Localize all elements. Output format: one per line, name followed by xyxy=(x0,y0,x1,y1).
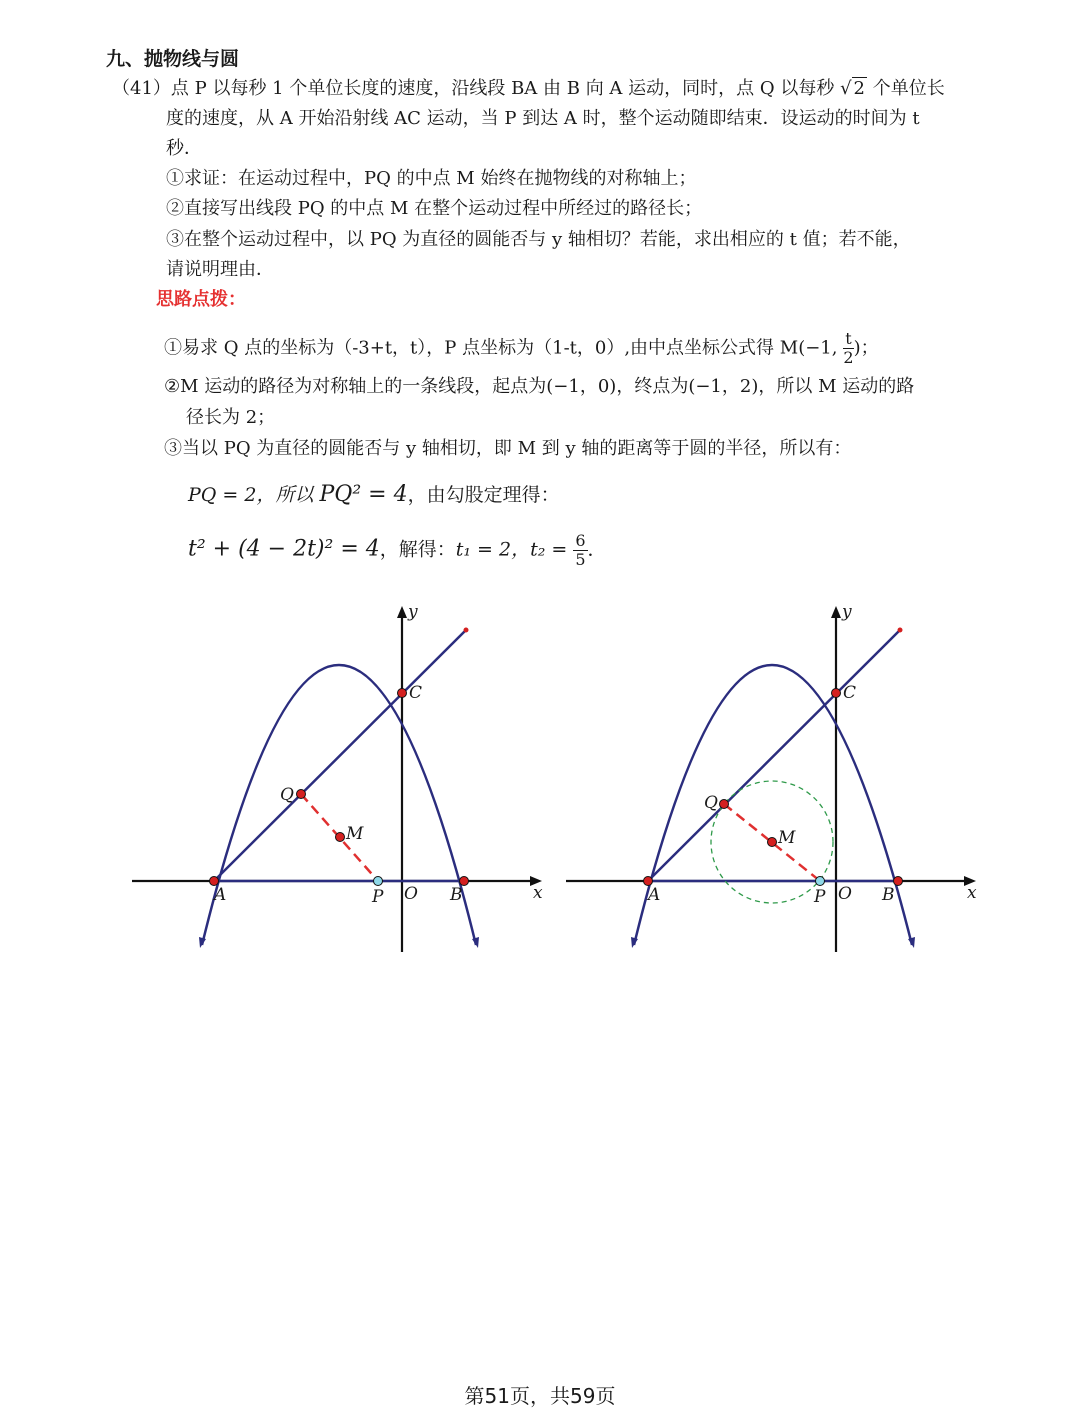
fraction-num: t xyxy=(845,329,852,348)
question-2: ②直接写出线段 PQ 的中点 M 在整个运动过程中所经过的路径长； xyxy=(166,198,703,219)
label-O: O xyxy=(404,884,418,904)
point-B xyxy=(894,877,903,886)
solution-step-1 xyxy=(164,330,879,367)
point-P xyxy=(374,877,383,886)
point-Q xyxy=(297,790,306,799)
label-O: O xyxy=(838,884,852,904)
ray-AC xyxy=(214,630,466,881)
problem-line-2: 度的速度，从 A 开始沿射线 AC 运动，当 P 到达 A 时，整个运动随即结束．设运动的时间为 t xyxy=(166,108,920,129)
problem-line-3: 秒． xyxy=(166,138,202,159)
problem-text-1b: 个单位长 xyxy=(867,78,945,99)
label-x: x xyxy=(967,883,977,903)
label-B: B xyxy=(450,885,463,905)
section-title: 九、抛物线与圆 xyxy=(106,48,240,70)
problem-number: （41） xyxy=(112,78,171,99)
question-1: ①求证：在运动过程中，PQ 的中点 M 始终在抛物线的对称轴上； xyxy=(166,168,697,189)
formula-2a: t² + (4 − 2t)² = 4 xyxy=(188,536,380,562)
label-Q: Q xyxy=(280,785,294,805)
parabola-arrow-right xyxy=(908,937,915,948)
formula-line-1 xyxy=(188,480,560,507)
solution-step-3: ③当以 PQ 为直径的圆能否与 y 轴相切，即 M 到 y 轴的距离等于圆的半径，所以有： xyxy=(164,438,852,459)
label-C: C xyxy=(843,683,857,703)
fraction-den: 2 xyxy=(843,348,854,367)
point-Q xyxy=(720,800,729,809)
label-A: A xyxy=(648,885,661,905)
solution-step-2a: ②M 运动的路径为对称轴上的一条线段，起点为(−1，0)，终点为(−1，2)，所以 M 运动的路 xyxy=(164,376,915,397)
parabola-arrow-right xyxy=(472,937,479,948)
figure-left xyxy=(128,600,548,960)
solution-step-2b: 径长为 2； xyxy=(186,407,276,428)
sqrt-value: 2 xyxy=(853,78,865,99)
question-3a: ③在整个运动过程中，以 PQ 为直径的圆能否与 y 轴相切？若能，求出相应的 t 值；若不能， xyxy=(166,229,911,250)
y-axis-arrow xyxy=(397,606,407,618)
problem-text-1a: 点 P 以每秒 1 个单位长度的速度，沿线段 BA 由 B 向 A 运动，同时，点 Q 以每秒 xyxy=(170,78,841,99)
fraction2-den: 5 xyxy=(575,550,586,569)
fraction-6-over-5 xyxy=(573,532,587,569)
solution-1b: )； xyxy=(853,337,879,359)
problem-line-1 xyxy=(112,77,945,101)
point-M xyxy=(768,838,777,847)
point-M xyxy=(336,833,345,842)
hint-title: 思路点拨： xyxy=(156,289,246,310)
label-A: A xyxy=(214,885,227,905)
y-axis-arrow xyxy=(831,606,841,618)
formula-1a: PQ = 2，所以 xyxy=(188,484,320,506)
formula-1b: PQ² = 4 xyxy=(319,482,408,507)
parabola-arrow-left xyxy=(199,937,206,948)
fraction-t-over-2 xyxy=(843,330,853,367)
point-C xyxy=(832,689,841,698)
point-C xyxy=(398,689,407,698)
label-B: B xyxy=(882,885,895,905)
solution-1a: ①易求 Q 点的坐标为（-3+t，t），P 点坐标为（1-t，0）,由中点坐标公式得 M(−1, xyxy=(164,337,844,359)
sqrt-symbol: √ xyxy=(840,78,852,99)
label-y: y xyxy=(408,602,418,622)
ray-end-point xyxy=(464,628,469,633)
formula-2c: t₁ = 2，t₂ = xyxy=(455,538,574,561)
label-M: M xyxy=(778,828,796,848)
label-P: P xyxy=(814,887,826,907)
label-P: P xyxy=(372,887,384,907)
formula-2d: ． xyxy=(587,538,607,561)
point-P xyxy=(816,877,825,886)
parabola-arrow-left xyxy=(631,937,638,948)
label-x: x xyxy=(533,883,543,903)
label-Q: Q xyxy=(704,793,718,813)
formula-line-2 xyxy=(188,532,607,569)
parabola xyxy=(202,665,476,945)
figure-right xyxy=(562,600,982,960)
page-footer: 第51页，共59页 xyxy=(464,1384,616,1408)
formula-2b: ，解得： xyxy=(379,538,456,561)
label-C: C xyxy=(409,683,423,703)
question-3b: 请说明理由． xyxy=(166,259,274,280)
ray-end-point xyxy=(898,628,903,633)
formula-1c: ，由勾股定理得： xyxy=(407,484,560,506)
label-M: M xyxy=(346,824,364,844)
label-y: y xyxy=(842,602,852,622)
fraction2-num: 6 xyxy=(575,531,586,550)
